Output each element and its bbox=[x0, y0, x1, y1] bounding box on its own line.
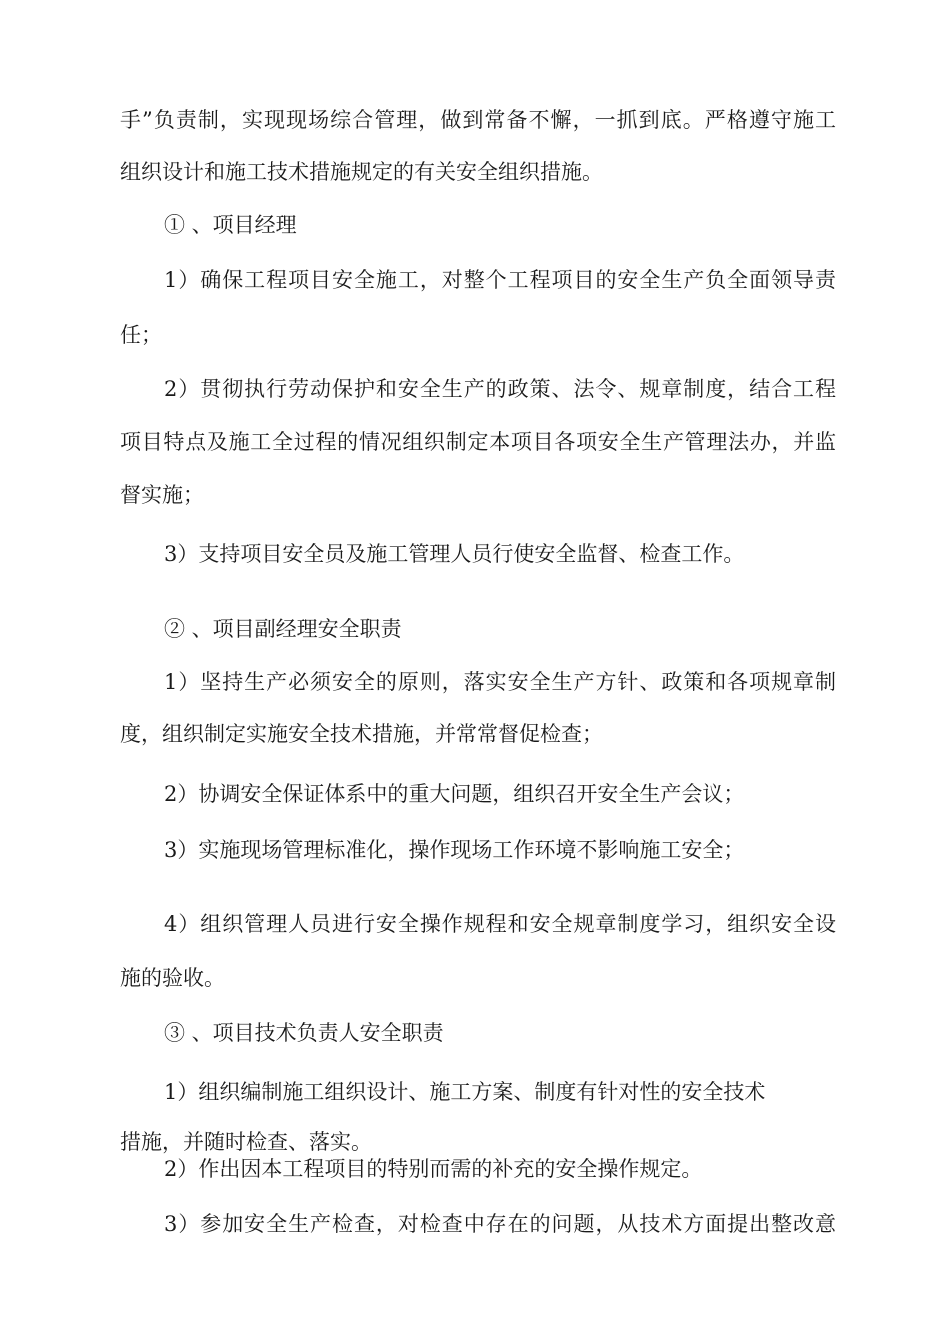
paragraph-line: 施的验收。 bbox=[120, 966, 225, 990]
paragraph-line: 1）组织编制施工组织设计、施工方案、制度有针对性的安全技术 bbox=[164, 1080, 766, 1104]
section-heading-3: ③ 、项目技术负责人安全职责 bbox=[164, 1021, 444, 1045]
paragraph-line: 2）贯彻执行劳动保护和安全生产的政策、法令、规章制度，结合工程 bbox=[164, 377, 836, 401]
paragraph-line: 措施，并随时检查、落实。 bbox=[120, 1130, 372, 1154]
paragraph-line: 3）实施现场管理标准化，操作现场工作环境不影响施工安全； bbox=[164, 838, 745, 862]
paragraph-line: 1）确保工程项目安全施工，对整个工程项目的安全生产负全面领导责 bbox=[164, 268, 836, 292]
paragraph-line: 2）作出因本工程项目的特别而需的补充的安全操作规定。 bbox=[164, 1157, 703, 1181]
paragraph-line: 手”负责制，实现现场综合管理，做到常备不懈，一抓到底。严格遵守施工 bbox=[120, 108, 836, 132]
paragraph-line: 任； bbox=[120, 323, 162, 347]
paragraph-line: 组织设计和施工技术措施规定的有关安全组织措施。 bbox=[120, 160, 603, 184]
paragraph-line: 督实施； bbox=[120, 483, 204, 507]
paragraph-line: 2）协调安全保证体系中的重大问题，组织召开安全生产会议； bbox=[164, 782, 745, 806]
paragraph-line: 3）参加安全生产检查，对检查中存在的问题，从技术方面提出整改意 bbox=[164, 1212, 836, 1236]
paragraph-line: 项目特点及施工全过程的情况组织制定本项目各项安全生产管理法办，并监 bbox=[120, 430, 836, 454]
paragraph-line: 3）支持项目安全员及施工管理人员行使安全监督、检查工作。 bbox=[164, 542, 745, 566]
paragraph-line: 度，组织制定实施安全技术措施，并常常督促检查； bbox=[120, 722, 603, 746]
paragraph-line: 1）坚持生产必须安全的原则，落实安全生产方针、政策和各项规章制 bbox=[164, 670, 836, 694]
section-heading-1: ① 、项目经理 bbox=[164, 213, 297, 237]
section-heading-2: ② 、项目副经理安全职责 bbox=[164, 617, 402, 641]
paragraph-line: 4）组织管理人员进行安全操作规程和安全规章制度学习，组织安全设 bbox=[164, 912, 836, 936]
